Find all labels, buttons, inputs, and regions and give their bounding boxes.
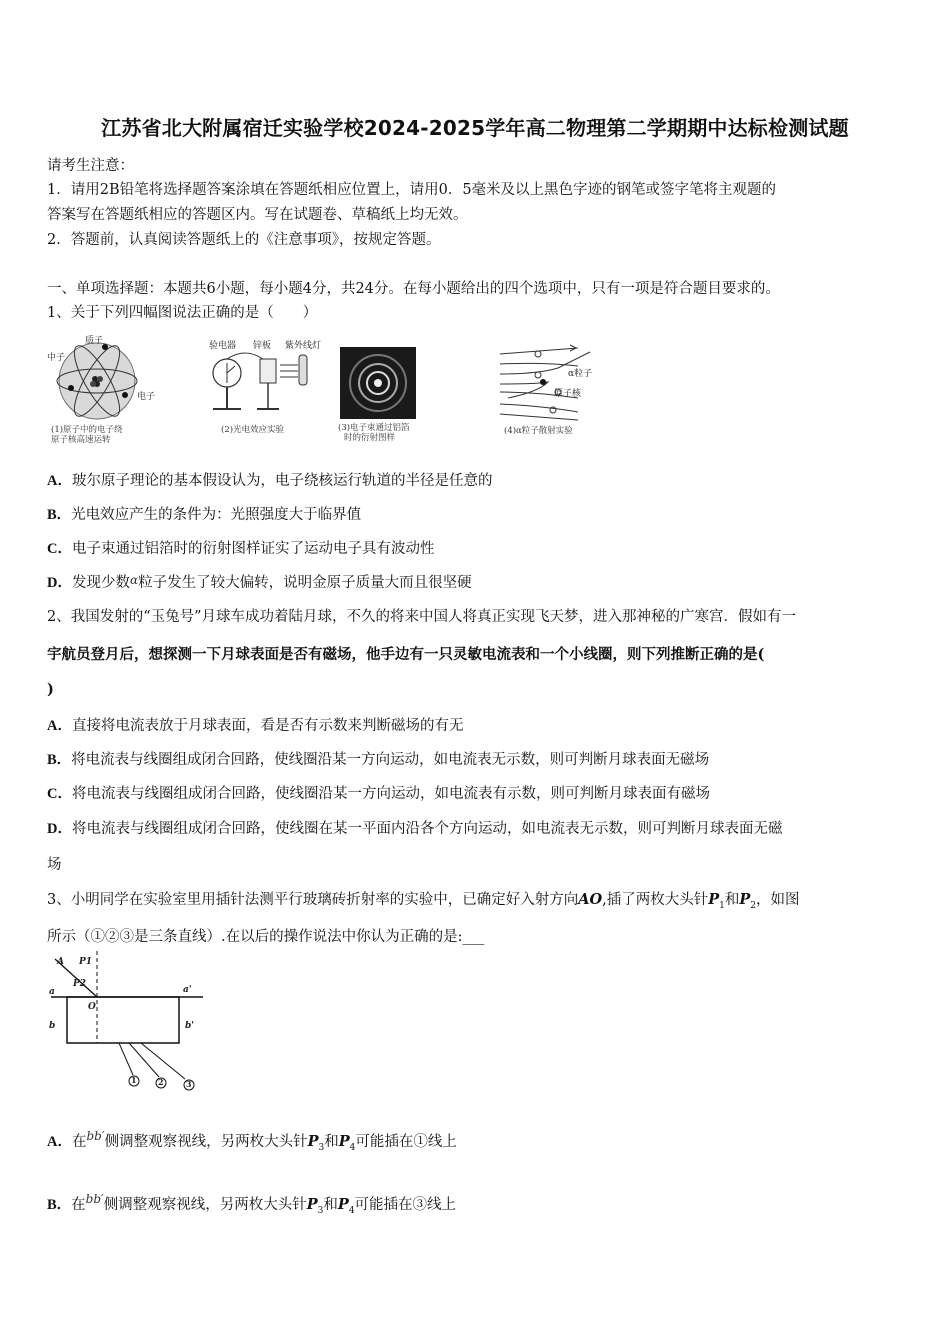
fig-label-line-1: 1 xyxy=(131,1075,137,1085)
option-text: 将电流表与线圈组成闭合回路，使线圈沿某一方向运动，如电流表有示数，则可判断月球表面有磁场 xyxy=(71,786,710,802)
option-text: 电子束通过铝箔时的衍射图样证实了运动电子具有波动性 xyxy=(71,541,435,557)
q3-stem-part-b: ,插了两枚大头针 xyxy=(602,892,709,908)
option-letter: C． xyxy=(47,541,72,557)
q1-option-b xyxy=(47,503,361,524)
option-text: 玻尔原子理论的基本假设认为，电子绕核运行轨道的半径是任意的 xyxy=(71,473,493,489)
glass-block-diagram xyxy=(45,951,205,1101)
q2-option-d xyxy=(47,817,782,838)
bb-prime-symbol: bb′ xyxy=(86,1129,105,1143)
fig-label-O: O xyxy=(88,1002,96,1012)
q3-option-a xyxy=(47,1130,457,1153)
option-pre: 在 xyxy=(71,1197,86,1213)
option-and: 和 xyxy=(324,1134,339,1150)
p3-sub: 3 xyxy=(318,1142,325,1153)
q3-option-b xyxy=(47,1193,456,1216)
option-text: 直接将电流表放于月球表面，看是否有示数来判断磁场的有无 xyxy=(71,718,464,734)
q1-stem: 1、关于下列四幅图说法正确的是（ ） xyxy=(47,305,318,321)
q3-stem-part-c: ，如图 xyxy=(756,892,800,908)
page-title: 江苏省北大附属宿迁实验学校2024-2025学年高二物理第二学期期中达标检测试题 xyxy=(101,116,849,140)
q2-option-a xyxy=(47,714,463,735)
option-text-before: 发现少数 xyxy=(71,575,130,591)
q3-figure-glass-block xyxy=(45,951,205,1101)
option-text: 光电效应产生的条件为：光照强度大于临界值 xyxy=(71,507,362,523)
q3-ao: AO xyxy=(578,891,603,908)
option-letter: A． xyxy=(47,718,72,734)
fig-label-b: b xyxy=(49,1021,56,1031)
alpha-label-particle: α粒子 xyxy=(568,369,593,379)
p3-sub: 3 xyxy=(317,1205,324,1216)
section-heading: 一、单项选择题：本题共6小题，每小题4分，共24分。在每小题给出的四个选项中，只有一项是符合题目要求的。 xyxy=(47,281,780,297)
q3-p1-sub: 1 xyxy=(719,900,725,911)
option-post: 可能插在①线上 xyxy=(355,1134,457,1150)
q3-stem-line1 xyxy=(47,888,800,911)
photo-label-zinc: 锌板 xyxy=(253,341,272,351)
alpha-symbol: α xyxy=(129,573,139,587)
option-mid: 侧调整观察视线，另两枚大头针 xyxy=(103,1197,307,1213)
q3-p2-sub: 2 xyxy=(750,900,757,911)
fig4-caption: (4)α粒子散射实验 xyxy=(504,426,573,436)
option-mid: 侧调整观察视线，另两枚大头针 xyxy=(104,1134,308,1150)
fig3-caption-line2: 时的衍射图样 xyxy=(344,433,396,443)
q1-option-d xyxy=(47,571,472,592)
option-letter: D． xyxy=(47,821,72,837)
option-pre: 在 xyxy=(71,1134,87,1150)
photo-label-electroscope: 验电器 xyxy=(209,341,237,351)
option-letter: C． xyxy=(47,786,72,802)
q3-stem-part-a: 3、小明同学在实验室里用插针法测平行玻璃砖折射率的实验中，已确定好入射方向 xyxy=(47,892,579,908)
photo-label-uv-lamp: 紫外线灯 xyxy=(285,341,322,351)
option-text-after: 粒子发生了较大偏转，说明金原子质量大而且很坚硬 xyxy=(138,575,472,591)
q3-and: 和 xyxy=(724,892,740,908)
fig1-caption-line2: 原子核高速运转 xyxy=(51,435,111,445)
fig-label-P2: P2 xyxy=(73,979,87,989)
alpha-label-nucleus: 原子核 xyxy=(554,389,582,399)
option-letter: B． xyxy=(47,1197,72,1213)
fig-label-line-2: 2 xyxy=(158,1077,164,1087)
q2-option-c xyxy=(47,782,710,803)
q2-option-d-cont: 场 xyxy=(47,857,62,873)
fig-label-a: a xyxy=(49,987,55,997)
atom-label-neutron: 中子 xyxy=(47,353,66,363)
atom-label-proton: 质子 xyxy=(85,336,104,346)
option-letter: D． xyxy=(47,575,72,591)
q2-stem-line1: 2、我国发射的“玉兔号”月球车成功着陆月球，不久的将来中国人将真正实现飞天梦，进入那神秘的广寒宫．假如有一 xyxy=(47,609,797,625)
bb-prime-symbol: bb′ xyxy=(85,1192,104,1206)
p4-sub: 4 xyxy=(348,1205,355,1216)
option-post: 可能插在③线上 xyxy=(354,1197,457,1213)
q1-option-c xyxy=(47,537,434,558)
notice-heading: 请考生注意： xyxy=(47,158,134,174)
option-letter: B． xyxy=(47,507,72,523)
option-text: 将电流表与线圈组成闭合回路，使线圈在某一平面内沿各个方向运动，如电流表无示数，则可判断月球表面无磁 xyxy=(71,821,783,837)
option-letter: B． xyxy=(47,752,72,768)
p3: P xyxy=(307,1133,319,1150)
alpha-scattering-diagram xyxy=(498,340,608,425)
q3-p2: P xyxy=(739,891,751,908)
q3-p1: P xyxy=(708,891,720,908)
p4: P xyxy=(337,1196,349,1213)
notice-item-1-cont: 答案写在答题纸相应的答题区内。写在试题卷、草稿纸上均无效。 xyxy=(47,207,468,223)
p4-sub: 4 xyxy=(349,1142,356,1153)
p4: P xyxy=(338,1133,350,1150)
fig-label-P1: P1 xyxy=(79,957,93,967)
q1-figure-photoelectric xyxy=(205,333,335,448)
option-and: 和 xyxy=(323,1197,338,1213)
q2-stem-line3: ) xyxy=(47,681,54,698)
option-letter: A． xyxy=(47,1134,72,1150)
notice-item-1: 1．请用2B铅笔将选择题答案涂填在答题纸相应位置上，请用0．5毫米及以上黑色字迹的钢笔或签字笔将主观题的 xyxy=(47,182,777,198)
diffraction-pattern xyxy=(336,345,426,420)
option-text: 将电流表与线圈组成闭合回路，使线圈沿某一方向运动，如电流表无示数，则可判断月球表面无磁场 xyxy=(71,752,710,768)
q1-option-a xyxy=(47,469,492,490)
atom-label-electron: 电子 xyxy=(137,392,156,402)
fig1-caption-line1: (1)原子中的电子绕 xyxy=(51,425,123,435)
fig2-caption: (2)光电效应实验 xyxy=(221,425,285,435)
fig-label-b-prime: b' xyxy=(185,1021,195,1031)
q2-stem-line2: 宇航员登月后，想探测一下月球表面是否有磁场，他手边有一只灵敏电流表和一个小线圈，则下列推断正确的是( xyxy=(47,646,765,663)
q1-figure-atom xyxy=(45,333,155,448)
fig-label-A: A xyxy=(57,957,64,967)
fig-label-a-prime: a' xyxy=(183,985,192,995)
q2-option-b xyxy=(47,748,709,769)
fig-label-line-3: 3 xyxy=(186,1079,192,1089)
option-letter: A． xyxy=(47,473,72,489)
q3-stem-line2: 所示（①②③是三条直线）.在以后的操作说法中你认为正确的是:___ xyxy=(47,929,485,945)
q1-figure-diffraction xyxy=(336,345,426,448)
notice-item-2: 2．答题前，认真阅读答题纸上的《注意事项》，按规定答题。 xyxy=(47,232,441,248)
fig3-caption-line1: (3)电子束通过铝箔 xyxy=(338,423,410,433)
q1-figure-alpha-scattering xyxy=(498,340,608,448)
p3: P xyxy=(306,1196,318,1213)
